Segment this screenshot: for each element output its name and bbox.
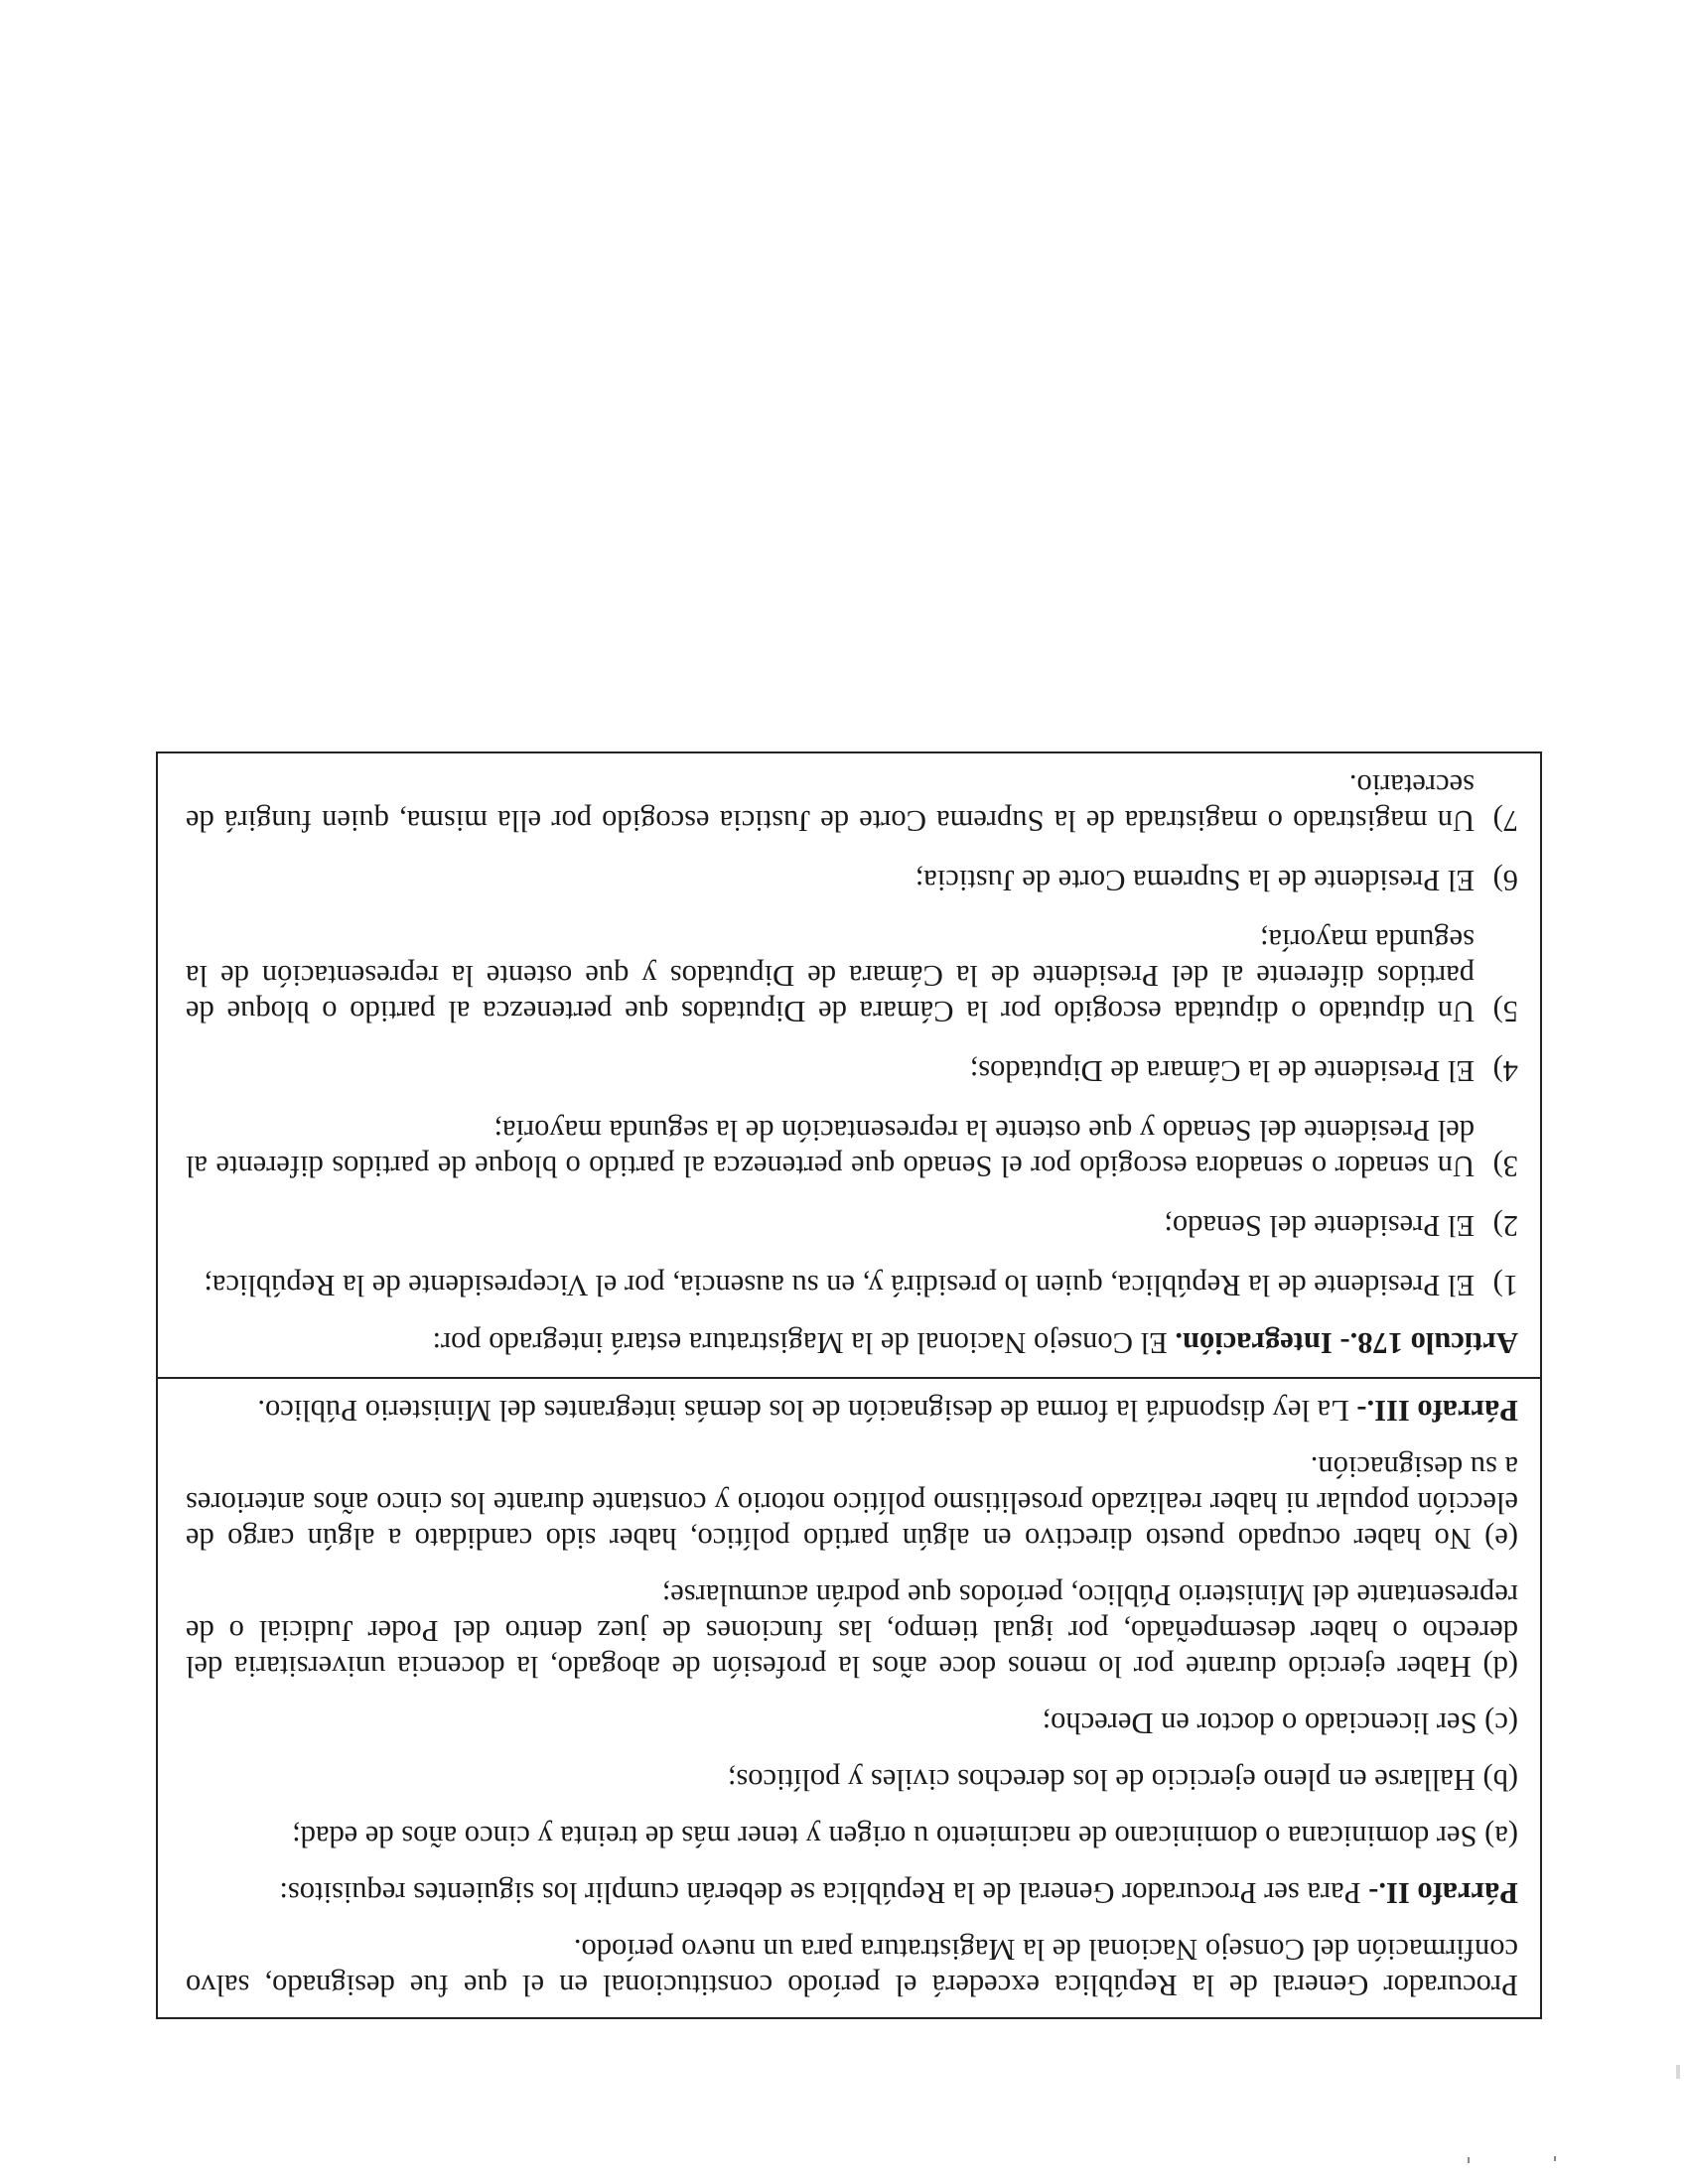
item-number: 4)	[1492, 1054, 1518, 1088]
scan-speck	[1554, 2156, 1556, 2161]
item-text: El Presidente del Senado;	[1164, 1209, 1475, 1243]
item-number: 3)	[1492, 1150, 1518, 1183]
item-number: 7)	[1492, 804, 1518, 838]
requirement-d: (d) Haber ejercido durante por lo menos doce años la profesión de abogado, la docencia universitaria del derecho o haber desempeñado, por igual tiempo, las funciones de juez dentro del Poder Judicial o de representante del Ministerio Público, períodos que podrán acumularse;	[186, 1578, 1518, 1684]
paragraph-iii	[186, 1393, 1518, 1429]
constitution-excerpt-box	[156, 751, 1542, 2019]
item-number: 2)	[1492, 1209, 1518, 1243]
council-members-list	[186, 767, 1518, 1303]
requirement-a: (a) Ser dominicana o dominicano de nacimiento u origen y tener más de treinta y cinco años de edad;	[292, 1820, 1518, 1853]
list-item	[186, 767, 1518, 839]
list-item	[186, 1053, 1518, 1089]
list-item	[186, 1208, 1518, 1244]
list-item	[186, 863, 1518, 898]
paragraph-ii-text: Para ser Procurador General de la República se deberán cumplir los siguientes requisitos:	[279, 1876, 1361, 1910]
requirement-e: (e) No haber ocupado puesto directivo en algún partido político, haber sido candidato a algún cargo de elección popular ni haber realizado proselitismo político notorio y constante durante los cinco años anteriores a su designación.	[186, 1450, 1518, 1556]
scan-speck	[1468, 2157, 1470, 2163]
list-item	[186, 1268, 1518, 1303]
article-178-section	[158, 753, 1540, 1379]
paragraph-ii	[186, 1875, 1518, 1911]
paragraph-iii-text: La ley dispondrá la forma de designación de los demás integrantes del Ministerio Público.	[257, 1394, 1349, 1428]
requirement-c: (c) Ser licenciado o doctor en Derecho;	[1042, 1706, 1518, 1740]
intro-paragraph: Procurador General de la República excederá el período constitucional en el que fue designado, salvo confirmación del Consejo Nacional de la Magistratura para un nuevo período.	[186, 1933, 1518, 2002]
item-text: Un diputado o diputada escogido por la Cámara de Diputados que pertenezca al partido o bloque de partidos diferente al del Presidente de la Cámara de Diputados y que ostente la representación de la segunda mayoría;	[186, 923, 1475, 1028]
procurador-section	[158, 1379, 1540, 2017]
item-text: El Presidente de la República, quien lo presidirá y, en su ausencia, por el Vicepresidente de la República;	[204, 1269, 1475, 1302]
list-item	[186, 922, 1518, 1029]
requirement-b: (b) Hallarse en pleno ejercicio de los derechos civiles y políticos;	[727, 1763, 1518, 1797]
scan-edge-mark	[1676, 2065, 1680, 2079]
list-item	[186, 1113, 1518, 1184]
item-text: El Presidente de la Cámara de Diputados;	[969, 1054, 1475, 1088]
item-text: Un senador o senadora escogido por el Senado que pertenezca al partido o bloque de partidos diferente al del Presidente del Senado y que ostente la representación de la segunda mayoría;	[186, 1114, 1475, 1183]
article-178-heading: Artículo 178.- Integración.	[1175, 1326, 1518, 1360]
item-number: 6)	[1492, 864, 1518, 897]
item-text: El Presidente de la Suprema Corte de Justicia;	[914, 864, 1475, 897]
item-number: 5)	[1492, 995, 1518, 1028]
paragraph-ii-heading: Párrafo II.-	[1368, 1876, 1518, 1910]
article-178-text: El Consejo Nacional de la Magistratura estará integrado por:	[432, 1326, 1168, 1360]
article-178	[186, 1325, 1518, 1361]
paragraph-iii-heading: Párrafo III.-	[1356, 1394, 1518, 1428]
item-text: Un magistrado o magistrada de la Suprema Corte de Justicia escogido por ella misma, quien fungirá de secretario.	[186, 768, 1475, 838]
item-number: 1)	[1492, 1269, 1518, 1302]
